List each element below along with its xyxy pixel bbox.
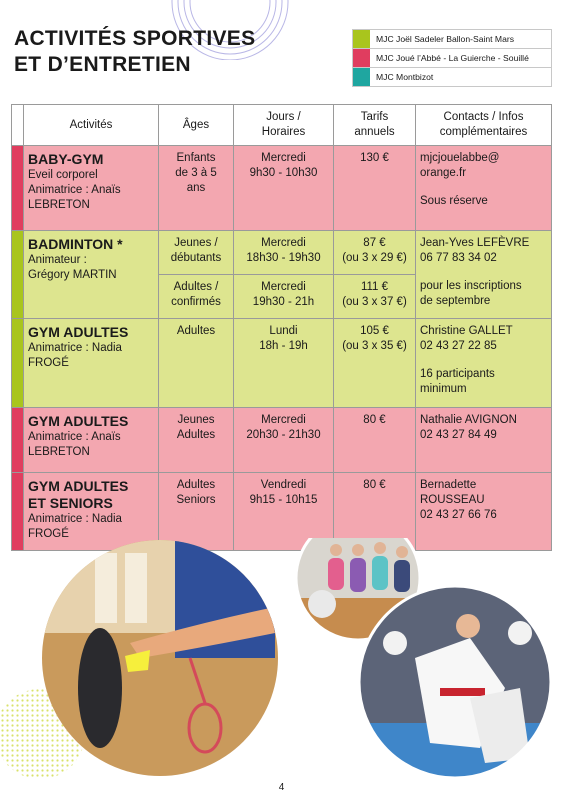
legend-swatch-teal bbox=[353, 68, 370, 86]
ages-cell: Adultes / confirmés bbox=[159, 275, 234, 319]
activity-name: GYM ADULTES bbox=[28, 413, 129, 429]
header-days: Jours / Horaires bbox=[234, 105, 334, 146]
header-rates: Tarifs annuels bbox=[334, 105, 416, 146]
activity-name: BADMINTON * bbox=[28, 236, 123, 252]
title-line-2: ET D’ENTRETIEN bbox=[14, 53, 191, 76]
table-row bbox=[12, 319, 552, 408]
schedule-cell: Mercredi 20h30 - 21h30 bbox=[234, 408, 334, 473]
ages-cell: Adultes Seniors bbox=[159, 473, 234, 551]
contact-cell: Jean-Yves LEFÈVRE 06 77 83 34 02 pour les inscriptions de septembre bbox=[416, 231, 552, 319]
activity-name: BABY-GYM bbox=[28, 151, 104, 167]
ages-cell: Jeunes / débutants bbox=[159, 231, 234, 275]
legend-item-montbizot bbox=[353, 68, 551, 86]
contact-cell: mjcjouelabbe@ orange.fr Sous réserve bbox=[416, 146, 552, 231]
price-cell: 130 € bbox=[334, 146, 416, 231]
schedule-cell: Mercredi 18h30 - 19h30 bbox=[234, 231, 334, 275]
legend-label: MJC Montbizot bbox=[376, 72, 434, 82]
table-row bbox=[12, 231, 552, 275]
activity-cell: GYM ADULTES Animatrice : Anaïs LEBRETON bbox=[24, 408, 159, 473]
mjc-color-bar bbox=[12, 319, 24, 408]
schedule-cell: Mercredi 19h30 - 21h bbox=[234, 275, 334, 319]
ages-cell: Adultes bbox=[159, 319, 234, 408]
schedule-cell: Mercredi 9h30 - 10h30 bbox=[234, 146, 334, 231]
title-line-1: ACTIVITÉS SPORTIVES bbox=[14, 27, 256, 50]
price-cell: 80 € bbox=[334, 473, 416, 551]
ages-cell: Jeunes Adultes bbox=[159, 408, 234, 473]
mjc-legend bbox=[352, 29, 552, 87]
header-activities: Activités bbox=[24, 105, 159, 146]
legend-label: MJC Joué l’Abbé - La Guierche - Souillé bbox=[376, 53, 529, 63]
mjc-color-bar bbox=[12, 408, 24, 473]
legend-item-ballon bbox=[353, 30, 551, 49]
legend-item-joue bbox=[353, 49, 551, 68]
activity-cell: BADMINTON * Animateur : Grégory MARTIN bbox=[24, 231, 159, 319]
header-contacts: Contacts / Infos complémentaires bbox=[416, 105, 552, 146]
activity-cell: BABY-GYM Eveil corporel Animatrice : Anaïs LEBRETON bbox=[24, 146, 159, 231]
mjc-color-bar bbox=[12, 146, 24, 231]
schedule-cell: Vendredi 9h15 - 10h15 bbox=[234, 473, 334, 551]
mjc-color-bar bbox=[12, 231, 24, 319]
legend-swatch-green bbox=[353, 30, 370, 48]
legend-label: MJC Joël Sadeler Ballon-Saint Mars bbox=[376, 34, 515, 44]
page-title bbox=[14, 26, 255, 78]
price-cell: 80 € bbox=[334, 408, 416, 473]
ages-cell: Enfants de 3 à 5 ans bbox=[159, 146, 234, 231]
price-cell: 105 € (ou 3 x 35 €) bbox=[334, 319, 416, 408]
contact-cell: Nathalie AVIGNON 02 43 27 84 49 bbox=[416, 408, 552, 473]
contact-cell: Christine GALLET 02 43 27 22 85 16 participants minimum bbox=[416, 319, 552, 408]
price-cell: 87 € (ou 3 x 29 €) bbox=[334, 231, 416, 275]
activity-name: GYM ADULTES bbox=[28, 478, 129, 494]
price-cell: 111 € (ou 3 x 37 €) bbox=[334, 275, 416, 319]
table-row bbox=[12, 146, 552, 231]
photo-collage bbox=[0, 538, 563, 800]
activity-cell: GYM ADULTES ET SENIORS Animatrice : Nadia FROGÉ bbox=[24, 473, 159, 551]
page-number: 4 bbox=[278, 782, 285, 793]
contact-cell: Bernadette ROUSSEAU 02 43 27 66 76 bbox=[416, 473, 552, 551]
activity-cell: GYM ADULTES Animatrice : Nadia FROGÉ bbox=[24, 319, 159, 408]
activities-table bbox=[11, 104, 552, 551]
legend-swatch-pink bbox=[353, 49, 370, 67]
header-ages: Âges bbox=[159, 105, 234, 146]
schedule-cell: Lundi 18h - 19h bbox=[234, 319, 334, 408]
table-header-row bbox=[12, 105, 552, 146]
activity-name: GYM ADULTES bbox=[28, 324, 129, 340]
table-row bbox=[12, 408, 552, 473]
